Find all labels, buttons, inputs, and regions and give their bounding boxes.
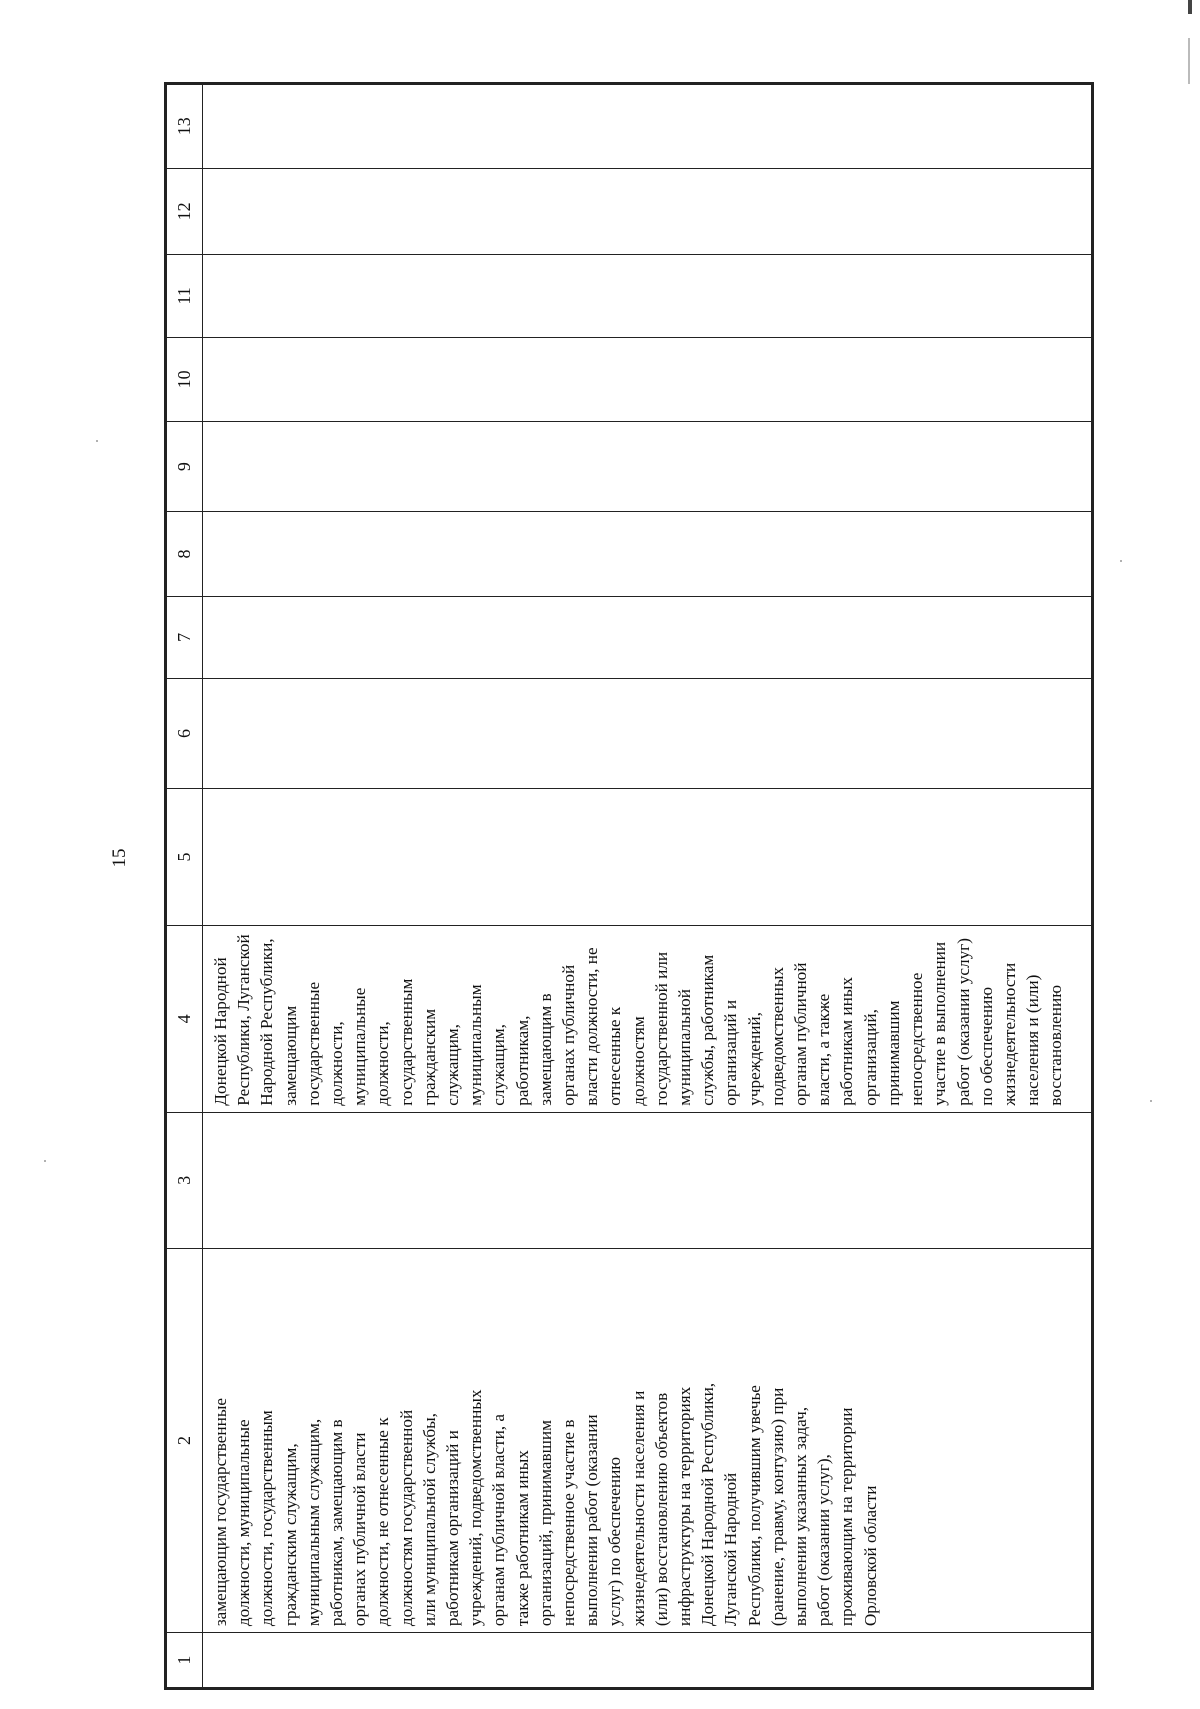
scan-speck bbox=[1150, 1100, 1152, 1102]
table-cell-col6 bbox=[203, 679, 1092, 789]
column-header: 7 bbox=[167, 596, 203, 678]
column-header: 8 bbox=[167, 512, 203, 597]
table-header-row bbox=[167, 85, 203, 1688]
column-header: 12 bbox=[167, 168, 203, 255]
column-header: 10 bbox=[167, 337, 203, 422]
table-cell-col8 bbox=[203, 512, 1092, 597]
scan-speck bbox=[1120, 560, 1122, 562]
column-header: 4 bbox=[167, 926, 203, 1113]
scan-artifact-line bbox=[1188, 38, 1190, 84]
scan-speck bbox=[96, 440, 98, 442]
column-header: 6 bbox=[167, 679, 203, 789]
page-number: 15 bbox=[109, 848, 130, 868]
column-header: 11 bbox=[167, 255, 203, 337]
scan-speck bbox=[44, 1160, 46, 1162]
table-cell-col1 bbox=[203, 1633, 1092, 1688]
column-header: 1 bbox=[167, 1633, 203, 1688]
table-cell-col2: замещающим государственные должности, муниципальные должности, государственным гражданским служащим, муниципальным служащим, работникам, замещающим в органах публичной власти должности, не отнесенные к должностям государственной или муниципальной службы, работникам организаций и учреждений, подведомственных органам публичной власти, а также работникам иных организаций, принимавшим непосредственное участие в выполнении работ (оказании услуг) по обеспечению жизнедеятельности населения и (или) восстановлению объектов инфраструктуры на территориях Донецкой Народной Республики, Луганской Народной Республики, получившим увечье (ранение, травму, контузию) при выполнении указанных задач, работ (оказании услуг), проживающим на территории Орловской области bbox=[203, 1248, 1092, 1632]
column-header: 9 bbox=[167, 422, 203, 512]
table-cell-col3 bbox=[203, 1112, 1092, 1248]
table-cell-col12 bbox=[203, 168, 1092, 255]
rotated-table-frame bbox=[164, 82, 1094, 1690]
table-cell-col10 bbox=[203, 337, 1092, 422]
table-row bbox=[203, 85, 1092, 1688]
scan-artifact-mark bbox=[1188, 0, 1192, 14]
data-table bbox=[166, 84, 1092, 1688]
table-cell-col11 bbox=[203, 255, 1092, 337]
table-cell-col5 bbox=[203, 788, 1092, 925]
table-cell-col7 bbox=[203, 596, 1092, 678]
column-header: 13 bbox=[167, 85, 203, 169]
table-cell-col13 bbox=[203, 85, 1092, 169]
column-header: 5 bbox=[167, 788, 203, 925]
column-header: 2 bbox=[167, 1248, 203, 1632]
table-cell-col9 bbox=[203, 422, 1092, 512]
table-cell-col4: Донецкой Народной Республики, Луганской Народной Республики, замещающим государственные должности, муниципальные должности, государственным гражданским служащим, муниципальным служащим, работникам, замещающим в органах публичной власти должности, не отнесенные к должностям государственной или муниципальной службы, работникам организаций и учреждений, подведомственных органам публичной власти, а также работникам иных организаций, принимавшим непосредственное участие в выполнении работ (оказании услуг) по обеспечению жизнедеятельности населения и (или) восстановлению bbox=[203, 926, 1092, 1113]
column-header: 3 bbox=[167, 1112, 203, 1248]
